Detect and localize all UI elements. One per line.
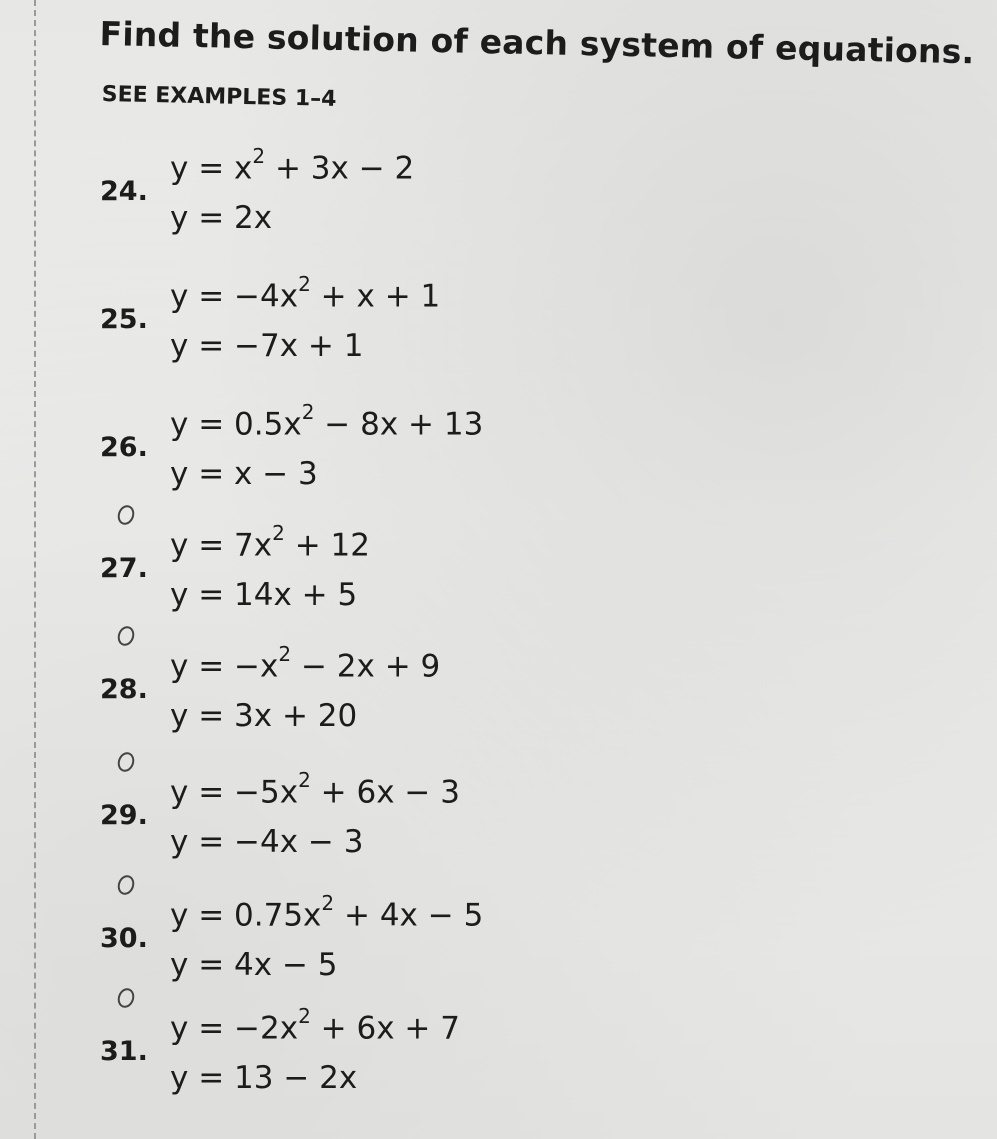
problem-26: [0, 400, 700, 514]
problem-31: [0, 1004, 700, 1118]
problem-27: [0, 521, 700, 635]
problem-25: [0, 272, 700, 386]
equation-1: $y = x^2 + 3x - 2$: [170, 144, 415, 187]
equation-2: y = 14x + 5: [170, 577, 358, 613]
equation-1: $y = -2x^2 + 6x + 7$: [170, 1004, 460, 1047]
problem-number: 24.: [100, 176, 148, 207]
equation-2: y = 4x − 5: [170, 947, 338, 983]
equation-1: $y = -4x^2 + x + 1$: [170, 272, 441, 315]
problem-28: [0, 642, 700, 756]
problem-number: 28.: [100, 674, 148, 705]
equation-1: $y = 0.5x^2 - 8x + 13$: [170, 400, 484, 443]
problem-number: 27.: [100, 553, 148, 584]
equation-2: y = 3x + 20: [170, 698, 358, 734]
equation-2: y = 13 − 2x: [170, 1060, 358, 1096]
problem-29: [0, 768, 700, 882]
problem-number: 29.: [100, 800, 148, 831]
equation-2: y = −7x + 1: [170, 328, 364, 364]
equation-2: y = x − 3: [170, 456, 318, 492]
see-examples-note: SEE EXAMPLES 1–4: [101, 82, 337, 112]
problem-number: 31.: [100, 1036, 148, 1067]
equation-1: $y = 7x^2 + 12$: [170, 521, 370, 564]
equation-1: $y = 0.75x^2 + 4x - 5$: [170, 891, 484, 934]
equation-1: $y = -x^2 - 2x + 9$: [170, 642, 441, 685]
problem-number: 25.: [100, 304, 148, 335]
problem-number: 30.: [100, 923, 148, 954]
equation-1: $y = -5x^2 + 6x - 3$: [170, 768, 460, 811]
problem-30: [0, 891, 700, 1005]
instructions-title: Find the solution of each system of equations.: [99, 14, 975, 72]
problem-number: 26.: [100, 432, 148, 463]
equation-2: y = −4x − 3: [170, 824, 364, 860]
problem-24: [0, 144, 700, 258]
equation-2: y = 2x: [170, 200, 273, 236]
